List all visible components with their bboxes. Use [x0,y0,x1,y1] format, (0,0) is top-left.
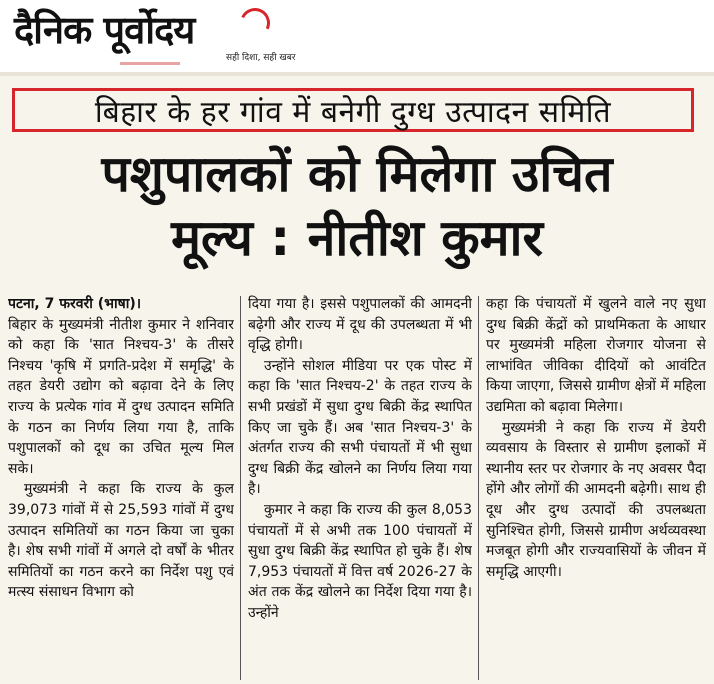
column-divider [478,296,479,680]
headline-line-2: मूल्य : नीतीश कुमार [171,209,543,267]
newspaper-tagline: सही दिशा, सही खबर [226,53,296,63]
paragraph: मुख्यमंत्री ने कहा कि राज्य के कुल 39,073 गांवों में से 25,593 गांवों में दुग्ध उत्पादन समितियों का गठन किया जा चुका है। शेष सभी गांवों में अगले दो वर्षों के भीतर समितियों का गठन करने का निर्देश पशु एवं मत्स्य संसाधन विभाग को [8,481,234,601]
newspaper-logo: दैनिक पूर्वोदय [14,8,195,52]
paragraph: उन्होंने सोशल मीडिया पर एक पोस्ट में कहा कि 'सात निश्चय-2' के तहत राज्य के सभी प्रखंडों में सुधा दुग्ध बिक्री केंद्र स्थापित किए जा चुके हैं। अब 'सात निश्चय-3' के अंतर्गत राज्य की सभी पंचायतों में भी सुधा दुग्ध बिक्री केंद्र खोलने का निर्णय लिया गया है। [248,357,472,498]
kicker-box [12,88,694,132]
masthead [0,0,714,70]
logo-ring-icon [236,4,274,42]
paragraph: बिहार के मुख्यमंत्री नीतीश कुमार ने शनिवार को कहा कि 'सात निश्चय-3' के तीसरे निश्चय 'कृषि में प्रगति-प्रदेश में समृद्धि' के तहत डेयरी उद्योग को बढ़ावा देने के लिए राज्य के प्रत्येक गांव में दुग्ध उत्पादन समिति के गठन का निर्णय लिया गया है, ताकि पशुपालकों को दूध का उचित मूल्य मिल सके। [8,316,234,477]
article-column-3 [486,294,706,684]
paragraph [8,294,234,315]
logo-underline [120,62,180,65]
paragraph: मुख्यमंत्री ने कहा कि राज्य में डेयरी व्यवसाय के विस्तार से ग्रामीण इलाकों में स्थानीय स्तर पर रोजगार के नए अवसर पैदा होंगे और लोगों की आमदनी बढ़ेगी। साथ ही दूध और दुग्ध उत्पादों की उपलब्धता सुनिश्चित होगी, जिससे ग्रामीण अर्थव्यवस्था मजबूत होगी और राज्यवासियों के जीवन में समृद्धि आएगी। [486,419,706,580]
column-divider [240,296,241,680]
kicker-text: बिहार के हर गांव में बनेगी दुग्ध उत्पादन समिति [94,94,612,130]
article-column-2 [248,294,472,684]
article-column-1 [8,294,234,684]
paragraph: कुमार ने कहा कि राज्य की कुल 8,053 पंचायतों में से अभी तक 100 पंचायतों में सुधा दुग्ध बिक्री केंद्र स्थापित हो चुके हैं। शेष 7,953 पंचायतों में वित्त वर्ष 2026-27 के अंत तक केंद्र खोलने का निर्देश दिया गया है। उन्होंने [248,501,472,621]
paragraph: कहा कि पंचायतों में खुलने वाले नए सुधा दुग्ध बिक्री केंद्रों को प्राथमिकता के आधार पर मुख्यमंत्री महिला रोजगार योजना से लाभांवित जीविका दीदियों को आवंटित किया जाएगा, जिससे ग्रामीण क्षेत्रों में महिला उद्यमिता को बढ़ावा मिलेगा। [486,296,706,415]
dateline: पटना, 7 फरवरी (भाषा)। [8,296,142,312]
headline-line-1: पशुपालकों को मिलेगा उचित [101,145,613,203]
headline [0,142,714,270]
paragraph: दिया गया है। इससे पशुपालकों की आमदनी बढ़ेगी और राज्य में दूध की उपलब्धता में भी वृद्धि होगी। [248,296,472,354]
clipping-edge [0,72,714,76]
